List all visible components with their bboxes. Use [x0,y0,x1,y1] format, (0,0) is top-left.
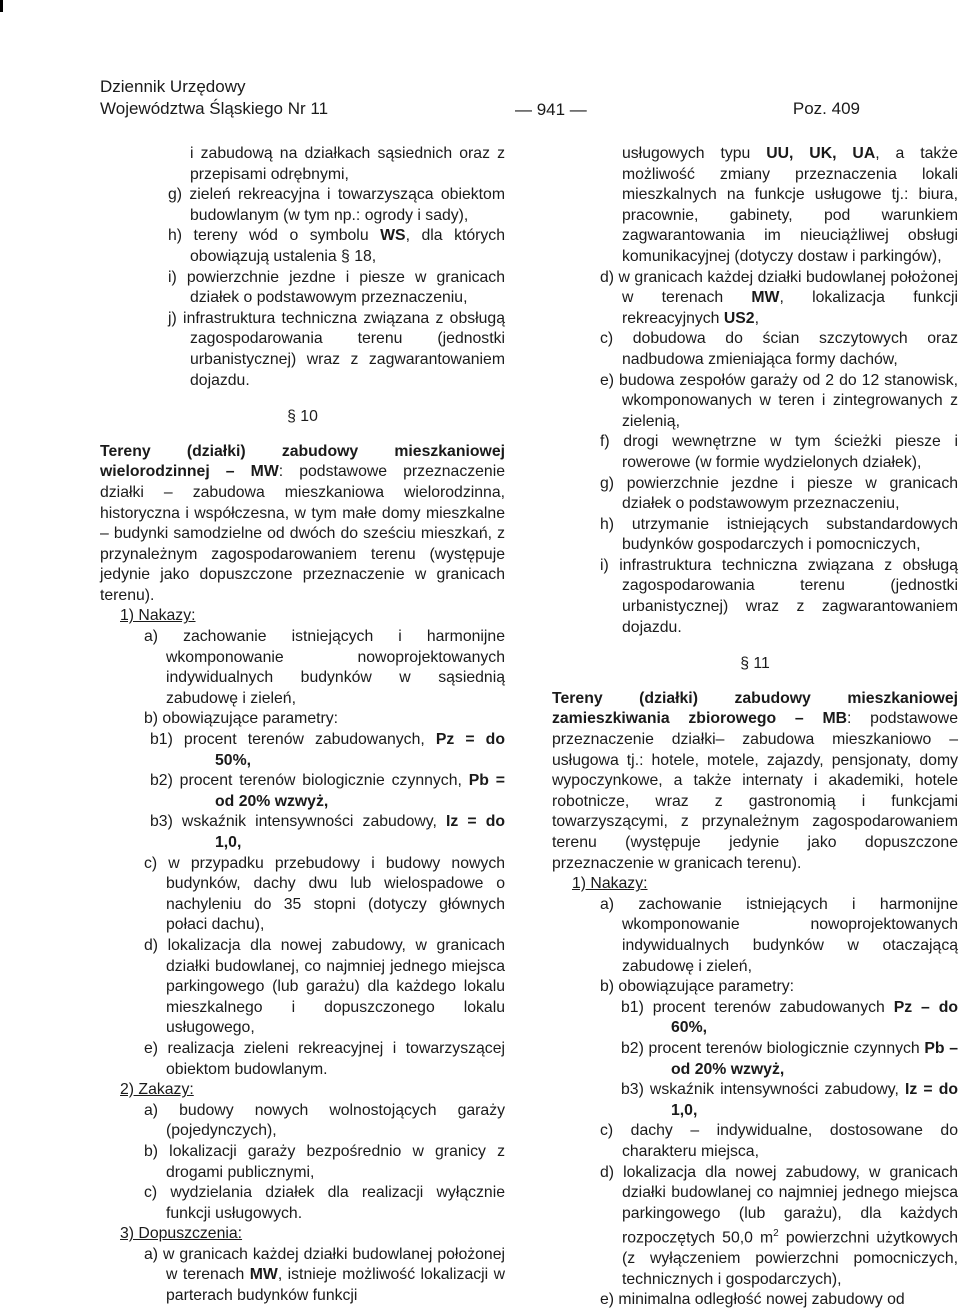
list-item-i: i) powierzchnie jezdne i piesze w granicach działek o podstawowym przeznaczeniu, [168,268,505,307]
page-header [100,76,860,124]
right-item-i: i) infrastruktura techniczna związana z obsługą zagospodarowania terenu (jednostki urbanistycznej) wraz z zagwarantowaniem dojazdu. [600,556,958,636]
zakazy-item-b: b) lokalizacji garaży bezpośrednio w granicy z drogami publicznymi, [144,1142,505,1181]
dopuszczenia-item-a: a) w granicach każdej działki budowlanej położonej w terenach MW, istnieje możliwość lokalizacji w parterach budynków funkcji [144,1245,505,1305]
position-number: Poz. 409 [792,99,860,118]
section-10-intro: Tereny (działki) zabudowy mieszkaniowej wielorodzinnej – MW: podstawowe przeznaczenie działki – zabudowa mieszkaniowa wielorodzinna, historyczna i współczesna, w tym małe domy mieszkalne – budynki samodzielne od dwóch do sześciu mieszkań, z przynależnym zagospodarowaniem terenu (występuje jedynie jako dopuszczone przeznaczenie w granicach terenu). [100,442,505,604]
right-nakazy-item-b: b) obowiązujące parametry: [600,978,795,996]
right-nakazy-item-c: c) dachy – indywidualne, dostosowane do charakteru miejsca, [600,1122,958,1160]
journal-line2: Województwa Śląskiego Nr 11 [100,99,329,118]
param-b2: b2) procent terenów biologicznie czynnych, Pb = od 20% wzwyż, [150,772,505,810]
right-item-h: h) utrzymanie istniejących substandardowych budynków gospodarczych i pomocniczych, [600,515,958,554]
nakazy-item-a: a) zachowanie istniejących i harmonijne wkomponowanie nowoprojektowanych indywidualnych budynków w sąsiednią zabudowę i zieleń, [144,628,505,707]
continuation-text: i zabudową na działkach sąsiednich oraz z przepisami odrębnymi, [190,145,505,183]
corner-mark [0,0,3,12]
right-param-b3: b3) wskaźnik intensywności zabudowy, Iz = do 1,0, [621,1081,959,1119]
journal-title [100,76,328,120]
right-param-b2: b2) procent terenów biologicznie czynnych Pb – od 20% wzwyż, [621,1039,958,1078]
section-11-intro: Tereny (działki) zabudowy mieszkaniowej zamieszkiwania zbiorowego – MB: podstawowe przeznaczenie działki– zabudowa mieszkaniowo – usługowa tj.: hotele, motele, zajazdy, pensjonaty, domy wypoczynkowe, a także internaty i akademiki, hotele robotnicze, wraz z gastronomią i funkcjami towarzyszącymi, z przynależnym zagospodarowaniem terenu (występuje jedynie jako dopuszczone przeznaczenie w granicach terenu). [552,689,958,872]
journal-line1: Dziennik Urzędowy [100,77,246,96]
right-item-d: d) w granicach każdej działki budowlanej położonej w terenach MW, lokalizacja funkcji rekreacyjnych US2, [600,268,958,327]
right-item-g: g) powierzchnie jezdne i piesze w granicach działek o podstawowym przeznaczeniu, [600,474,958,513]
page-number: — 941 — [515,100,587,119]
nakazy-item-e: e) realizacja zieleni rekreacyjnej i towarzyszącej obiektom budowlanym. [144,1039,505,1078]
right-nakazy-item-e: e) minimalna odległość nowej zabudowy od [600,1291,905,1309]
dopuszczenia-heading: 3) Dopuszczenia: [120,1225,243,1243]
param-b3: b3) wskaźnik intensywności zabudowy, Iz = do 1,0, [150,813,506,851]
left-column [100,144,505,1307]
right-column [552,144,958,1311]
zakazy-item-a: a) budowy nowych wolnostojących garaży (pojedynczych), [144,1101,505,1140]
zakazy-item-c: c) wydzielania działek dla realizacji wyłącznie funkcji usługowych. [144,1184,505,1222]
list-item-h: h) tereny wód o symbolu WS, dla których obowiązują ustalenia § 18, [168,227,505,265]
right-nakazy-item-a: a) zachowanie istniejących i harmonijne wkomponowanie nowoprojektowanych indywidualnych budynków w otaczającą zabudowę i zieleń, [600,895,958,975]
right-item-c: c) dobudowa do ścian szczytowych oraz nadbudowa zmieniająca formy dachów, [600,330,958,368]
list-item-g: g) zieleń rekreacyjna i towarzysząca obiektom budowlanym (w tym np.: ogrody i sady), [168,186,505,224]
section-heading-11: § 11 [740,655,770,673]
list-item-j: j) infrastruktura techniczna związana z obsługą zagospodarowania terenu (jednostki urbanistycznej) wraz z zagwarantowaniem dojazdu. [168,309,505,389]
nakazy-item-c: c) w przypadku przebudowy i budowy nowych budynków, dachy dwu lub wielospadowe o nachyleniu do 35 stopni (dotyczy głównych połaci dachu), [144,854,505,934]
nakazy-heading: 1) Nakazy: [120,607,196,625]
nakazy-item-d: d) lokalizacja dla nowej zabudowy, w granicach działki budowlanej, co najmniej jednego miejsca parkingowego (lub garażu) dla każdego lokalu mieszkalnego i dopuszczonego lokalu usługowego, [144,936,505,1037]
param-b1: b1) procent terenów zabudowanych, Pz = do 50%, [150,731,505,769]
right-item-e: e) budowa zespołów garaży od 2 do 12 stanowisk, wkomponowanych w teren i zintegrowanych z zielenią, [600,371,958,430]
zakazy-heading: 2) Zakazy: [120,1081,194,1099]
right-nakazy-item-d: d) lokalizacja dla nowej zabudowy, w granicach działki budowlanej co najmniej jednego miejsca parkingowego (lub garażu), dla każdych rozpoczętych 50,0 $m^2$ powierzchni użytkowych (z wyłączeniem powierzchni pomocniczych, technicznych i gospodarczych), [600,1163,958,1288]
continuation-text-right: usługowych typu UU, UK, UA, a także możliwość zmiany przeznaczenia lokali mieszkalnych na funkcje usługowe tj.: biura, pracownie, gabinety, pod warunkiem zagwarantowania im nieuciążliwej obsługi komunikacyjnej (dotyczy dostaw i parkingów), [622,145,958,265]
right-param-b1: b1) procent terenów zabudowanych Pz – do 60%, [621,998,958,1037]
nakazy-heading-right: 1) Nakazy: [572,875,648,893]
section-heading-10: § 10 [287,408,318,426]
right-item-f: f) drogi wewnętrzne w tym ścieżki piesze i rowerowe (w formie wydzielonych działek), [600,433,958,471]
nakazy-item-b: b) obowiązujące parametry: [144,710,339,728]
